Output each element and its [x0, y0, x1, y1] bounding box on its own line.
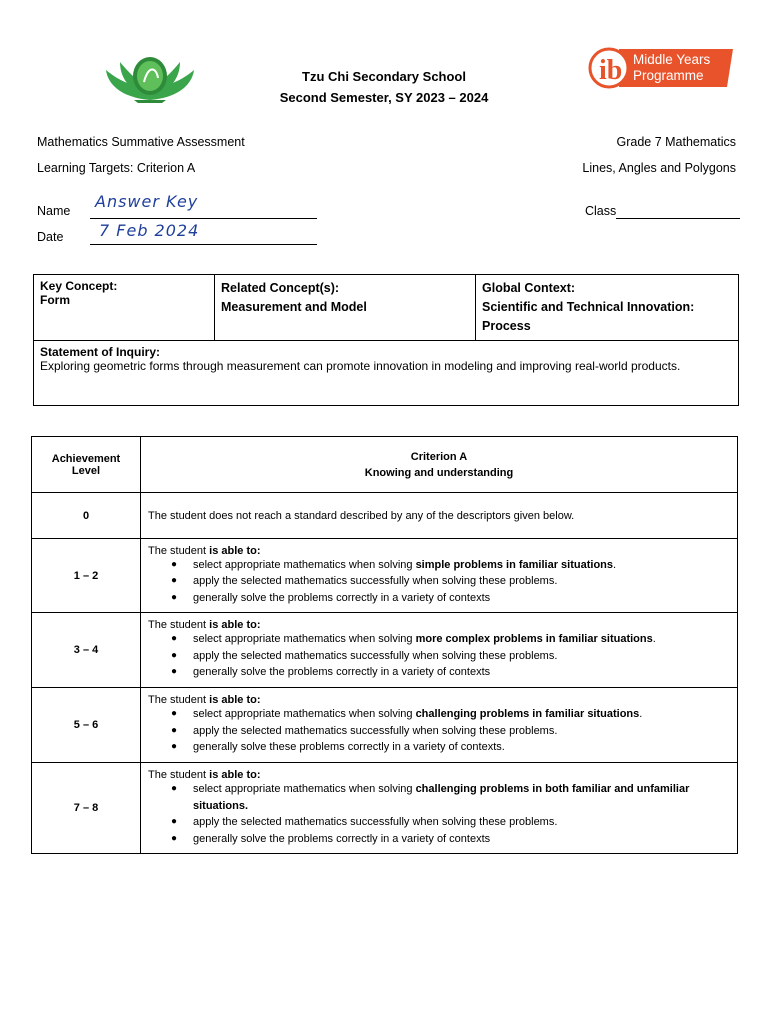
- list-item: ● select appropriate mathematics when solving challenging problems in familiar situations.: [193, 706, 730, 723]
- semester: Second Semester, SY 2023 – 2024: [279, 90, 489, 105]
- global-context-cell: [476, 275, 739, 341]
- list-item: ● generally solve the problems correctly in a variety of contexts: [193, 664, 730, 681]
- inquiry-text: Exploring geometric forms through measurement can promote innovation in modeling and improving real-world products.: [40, 359, 681, 373]
- key-concept-label: Key Concept:: [40, 279, 118, 293]
- key-concept-cell: [34, 275, 215, 341]
- ib-myp-logo-icon: [587, 46, 735, 90]
- list-item: ● generally solve the problems correctly in a variety of contexts: [193, 590, 730, 607]
- key-concept-value: Form: [40, 293, 70, 307]
- level-cell: 0: [32, 493, 141, 539]
- descriptor-cell: [141, 539, 738, 613]
- level-cell: 7 – 8: [32, 763, 141, 854]
- level-header: [32, 437, 141, 493]
- descriptor-intro: The student is able to:: [148, 619, 261, 632]
- name-label: Name: [37, 204, 71, 218]
- criterion-table: [31, 436, 738, 854]
- global-context-label: Global Context:: [482, 281, 576, 295]
- level-cell: 1 – 2: [32, 539, 141, 613]
- date-field[interactable]: [90, 221, 317, 245]
- inquiry-cell: [34, 341, 739, 406]
- descriptor-list: [148, 706, 730, 756]
- grade-label: Grade 7 Mathematics: [616, 135, 736, 149]
- unit-title: Lines, Angles and Polygons: [582, 161, 736, 175]
- list-item: ● apply the selected mathematics successfully when solving these problems.: [193, 648, 730, 665]
- level-header-line1: Achievement: [51, 452, 121, 465]
- descriptor-cell: [141, 613, 738, 688]
- related-concept-label: Related Concept(s):: [221, 281, 340, 295]
- class-field[interactable]: [616, 202, 740, 219]
- descriptor-cell: [141, 688, 738, 763]
- list-item: ● apply the selected mathematics successfully when solving these problems.: [193, 723, 730, 740]
- criterion-header: [141, 437, 738, 493]
- list-item: ● select appropriate mathematics when solving more complex problems in familiar situations.: [193, 631, 730, 648]
- related-concept-value: Measurement and Model: [221, 300, 367, 314]
- inquiry-label: Statement of Inquiry:: [40, 345, 161, 359]
- level-cell: 3 – 4: [32, 613, 141, 688]
- descriptor-list: [148, 631, 730, 681]
- svg-text:Programme: Programme: [633, 68, 704, 83]
- criterion-subtitle: Knowing and understanding: [364, 466, 514, 479]
- descriptor-intro: The student is able to:: [148, 769, 261, 781]
- class-label: Class: [585, 204, 617, 218]
- descriptor-cell: [141, 763, 738, 854]
- date-label: Date: [37, 230, 64, 244]
- descriptor-intro: The student is able to:: [148, 694, 261, 707]
- global-context-value: Scientific and Technical Innovation: Process: [482, 300, 695, 333]
- level-header-line2: Level: [71, 464, 101, 477]
- descriptor-list: [148, 557, 730, 607]
- related-concept-cell: [215, 275, 476, 341]
- descriptor-list: [148, 781, 730, 847]
- list-item: ● apply the selected mathematics successfully when solving these problems.: [193, 573, 730, 590]
- name-value: Answer Key: [95, 192, 199, 211]
- list-item: ● generally solve the problems correctly in a variety of contexts: [193, 831, 730, 848]
- level-cell: 5 – 6: [32, 688, 141, 763]
- learning-targets: Learning Targets: Criterion A: [37, 161, 196, 175]
- concepts-table: [33, 274, 739, 406]
- criterion-title: Criterion A: [410, 450, 468, 463]
- name-field[interactable]: [90, 192, 317, 219]
- list-item: ● apply the selected mathematics successfully when solving these problems.: [193, 814, 730, 831]
- descriptor-cell: The student does not reach a standard described by any of the descriptors given below.: [141, 493, 738, 539]
- list-item: ● generally solve these problems correctly in a variety of contexts.: [193, 739, 730, 756]
- svg-text:ib: ib: [599, 55, 623, 86]
- svg-text:Middle Years: Middle Years: [633, 52, 711, 67]
- assessment-title: Mathematics Summative Assessment: [37, 135, 245, 149]
- list-item: ● select appropriate mathematics when solving simple problems in familiar situations.: [193, 557, 730, 574]
- descriptor-intro: The student is able to:: [148, 544, 261, 557]
- list-item: ● select appropriate mathematics when solving challenging problems in both familiar and unfamiliar situations.: [193, 781, 730, 814]
- date-value: 7 Feb 2024: [99, 221, 200, 240]
- school-name: Tzu Chi Secondary School: [302, 69, 466, 84]
